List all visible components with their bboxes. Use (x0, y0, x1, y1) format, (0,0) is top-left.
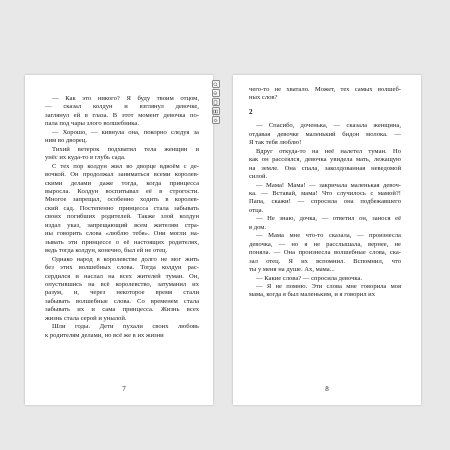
zoom-out-button[interactable] (212, 89, 220, 97)
text-line: Многое запрещал, особенно ходить в королев- (45, 196, 199, 204)
fit-page-icon (213, 100, 218, 105)
text-line: на земле. Она спала, заколдованная неведомой (249, 164, 401, 172)
zoom-in-button[interactable] (212, 80, 220, 88)
text-line: Папа, скажи! — спросила она подбежавшего (249, 198, 401, 206)
text-line: отдавая девочке маленький бидон молока. — (249, 130, 401, 138)
text-line: — Какие слова? — спросила девочка. (256, 274, 363, 282)
zoom-in-icon (213, 82, 218, 87)
settings-icon (213, 118, 218, 123)
text-line: Шли годы. Дети пухали своих любовь (52, 323, 199, 331)
text-line: без этих волшебных слова. Тогда колдун рас- (45, 264, 199, 272)
right-page (233, 75, 421, 405)
text-line: Вдруг откуда-то на неё налетел туман. Но (256, 147, 401, 155)
text-line: вочкой. Он продолжал заниматься всеми королев- (45, 171, 199, 179)
two-page-button[interactable] (212, 107, 220, 115)
text-line: разум, и, через некоторое время стали (45, 289, 199, 297)
paragraph (249, 122, 401, 147)
text-line: С тех пор колдун жил во дворце вдвоём с де- (52, 162, 199, 170)
page-number-left: 7 (122, 384, 126, 393)
zoom-out-icon (213, 91, 218, 96)
text-line: ведь тогда колдун, конечно, был ей не отец. (45, 247, 168, 255)
paragraph (45, 163, 199, 256)
text-line: пала под чары злого волшебника. (45, 120, 139, 128)
text-line: унёс их куда-то в глубь сада. (45, 154, 126, 162)
text-line: — Хорошо, — кивнула она, покорно следуя за (52, 128, 199, 136)
text-line: ты у меня на душе. Ах, мама... (249, 266, 335, 274)
text-line: силой. (249, 173, 268, 181)
text-line: — Спасибо, доченька, — сказала женщина, (256, 122, 401, 130)
text-line: Однако народ в королевстве долго не мог жить (52, 255, 199, 263)
paragraph (249, 86, 401, 103)
text-line: забывать их и сама принцесса. Жизнь всех (45, 306, 199, 314)
left-page (25, 75, 213, 405)
text-line: издал указ, запрещающий всем жителям стра- (45, 221, 199, 229)
text-line: — сказал колдун и взглянул девочке, (45, 103, 199, 111)
text-line: ский сад. Постепенно принцесса стала забывать (45, 204, 199, 212)
paragraph (45, 256, 199, 324)
text-line: — Как это никого? Я буду твоим отцом, (52, 95, 199, 102)
text-line: скими делами даже тогда, когда принцесса (45, 179, 199, 187)
paragraph (249, 215, 401, 232)
text-line: своих погибших родителей. Также злой колдун (45, 213, 199, 221)
text-line: ним во дворец. (45, 137, 88, 145)
fit-page-button[interactable] (212, 98, 220, 106)
text-line: к родителям делами, но всё же в их жизни (45, 331, 164, 339)
text-line: ны говорить слова «люблю тебя». Они могли на- (45, 230, 199, 238)
text-line: девочка, — но я не расслышала, вернее, не (249, 240, 401, 248)
text-line: забывать волшебные слова. Со временем стала (45, 297, 199, 305)
settings-button[interactable] (212, 116, 220, 124)
right-page-text (249, 86, 401, 300)
text-line: ных слов? (249, 94, 278, 102)
text-line: — Мама мне что-то сказала, — произнесла (256, 232, 401, 240)
viewer-toolbar (211, 80, 220, 124)
paragraph (249, 148, 401, 182)
paragraph (249, 283, 401, 300)
text-line: как он рассеялся, девочка увидела мать, лежащую (249, 156, 401, 164)
paragraph (249, 232, 401, 274)
text-line: заглянул ей в глаза. В этот момент девочка по- (45, 111, 199, 119)
text-line: сердился и наслал на всех жителей туман. Он, (45, 272, 199, 280)
paragraph (249, 275, 401, 283)
chapter-number: 2 (249, 107, 253, 116)
text-line: отца. (249, 206, 264, 214)
text-line: ка. — Вставай, мама! Что случилось с мамой?! (249, 189, 401, 197)
paragraph (45, 323, 199, 340)
text-line: поняла. — Она произнесла волшебные слова, ска- (249, 249, 401, 257)
paragraph (45, 129, 199, 146)
text-line: зывать эти принцессе о её настоящих родителях, (45, 238, 199, 246)
text-line: в дом. (249, 223, 267, 231)
text-line: выросла. Колдун воспитывал её в строгости. (45, 187, 199, 195)
left-page-text (45, 95, 199, 340)
text-line: Я так тебя люблю! (249, 139, 302, 147)
text-line: опустившись на всё королевство, затуманил их (45, 280, 199, 288)
paragraph (45, 95, 199, 129)
text-line: жизнь стала серой и унылой. (45, 314, 127, 322)
text-line: зал отец. Я их вспомнил. Вспомнил, что (249, 257, 401, 265)
text-line: — Мама! Мама! — закричала маленькая девоч- (256, 181, 401, 189)
two-page-icon (213, 109, 218, 114)
page-number-right: 8 (325, 384, 329, 393)
text-line: — Не знаю, дочка, — ответил он, занося её (256, 215, 401, 223)
text-line: мама, когда я был маленьким, и я говорил их (249, 291, 375, 299)
text-line: — Я не помню. Эти слова мне говорила моя (256, 282, 401, 290)
paragraph (45, 146, 199, 163)
paragraph (249, 182, 401, 216)
text-line: чего-то не хватало. Может, тех самых волшеб- (249, 86, 401, 93)
text-line: Тихий ветерок подхватил тела женщин и (52, 145, 199, 153)
